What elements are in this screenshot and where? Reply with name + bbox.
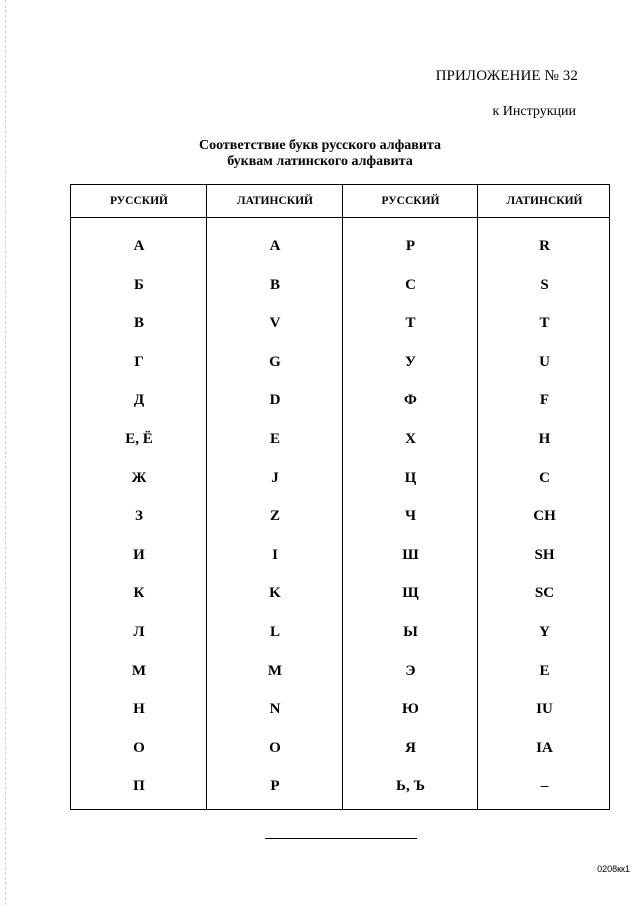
- appendix-number: ПРИЛОЖЕНИЕ № 32: [435, 68, 578, 84]
- header-russian-1: РУССКИЙ: [109, 195, 169, 207]
- latin-letter: H: [538, 430, 551, 447]
- russian-letter: Ц: [404, 469, 417, 486]
- latin-letter: B: [269, 276, 280, 293]
- table-row: [71, 420, 609, 459]
- latin-letter: A: [269, 238, 281, 254]
- table-header: [71, 185, 609, 218]
- russian-letter: Ж: [131, 469, 147, 486]
- table-row: [71, 652, 609, 691]
- russian-letter: Ь, Ъ: [396, 778, 425, 795]
- table-row: [71, 266, 609, 305]
- latin-letter: V: [269, 315, 281, 332]
- table-row: [71, 536, 609, 575]
- latin-letter: SC: [534, 585, 555, 602]
- appendix-reference: к Инструкции: [492, 104, 576, 119]
- table-row: [71, 459, 609, 498]
- latin-letter: M: [267, 662, 283, 679]
- table-row: [71, 767, 609, 806]
- latin-letter: L: [269, 623, 280, 640]
- russian-letter: В: [133, 315, 144, 332]
- table-row: [71, 497, 609, 536]
- latin-letter: F: [539, 392, 550, 409]
- russian-letter: Ш: [402, 546, 419, 563]
- russian-letter: З: [135, 508, 143, 525]
- russian-letter: Т: [405, 315, 416, 332]
- table-body: [71, 227, 609, 806]
- russian-letter: Д: [133, 392, 145, 409]
- russian-letter: Э: [405, 662, 416, 679]
- table-row: [71, 574, 609, 613]
- russian-letter: Л: [133, 623, 145, 640]
- latin-letter: CH: [533, 508, 556, 525]
- table-row: [71, 227, 609, 266]
- russian-letter: И: [133, 546, 145, 563]
- latin-letter: S: [540, 276, 549, 293]
- russian-letter: Г: [134, 353, 144, 370]
- latin-letter: IU: [536, 701, 553, 718]
- russian-letter: К: [133, 585, 145, 602]
- russian-letter: П: [133, 778, 145, 795]
- russian-letter: Ы: [403, 623, 418, 640]
- latin-letter: IA: [536, 739, 553, 756]
- page-margin-mark: [5, 0, 7, 905]
- latin-letter: Z: [269, 508, 280, 525]
- latin-letter: D: [269, 392, 281, 409]
- latin-letter: U: [539, 353, 550, 370]
- russian-letter: М: [131, 662, 147, 679]
- latin-letter: G: [269, 353, 281, 370]
- russian-letter: Х: [405, 430, 416, 447]
- latin-letter: J: [271, 469, 279, 486]
- table-row: [71, 690, 609, 729]
- russian-letter: Ф: [404, 392, 417, 409]
- russian-letter: Ч: [404, 508, 416, 525]
- latin-letter: P: [270, 778, 280, 795]
- header-russian-2: РУССКИЙ: [381, 195, 440, 207]
- latin-letter: Y: [539, 623, 550, 640]
- russian-letter: Щ: [402, 585, 419, 602]
- latin-letter: R: [539, 238, 550, 254]
- table-row: [71, 304, 609, 343]
- russian-letter: Б: [134, 276, 144, 293]
- latin-letter: O: [269, 739, 281, 756]
- document-code: 0208кк1: [597, 864, 630, 874]
- header-latin-2: ЛАТИНСКИЙ: [506, 195, 583, 207]
- table-row: [71, 381, 609, 420]
- russian-letter: С: [405, 276, 416, 293]
- latin-letter: –: [540, 778, 549, 795]
- alphabet-table: [70, 184, 610, 810]
- russian-letter: Р: [405, 238, 416, 254]
- russian-letter: О: [133, 739, 145, 756]
- document-title: [0, 138, 640, 170]
- latin-letter: I: [272, 546, 278, 563]
- russian-letter: Н: [133, 701, 145, 718]
- latin-letter: E: [539, 662, 550, 679]
- table-row: [71, 343, 609, 382]
- russian-letter: Е, Ё: [125, 430, 153, 447]
- title-line-1: Соответствие букв русского алфавита: [199, 138, 441, 153]
- latin-letter: C: [539, 469, 550, 486]
- russian-letter: А: [133, 238, 145, 254]
- latin-letter: T: [539, 315, 550, 332]
- latin-letter: SH: [534, 546, 555, 563]
- table-row: [71, 729, 609, 768]
- latin-letter: N: [269, 701, 281, 718]
- footer-divider: [265, 838, 417, 839]
- russian-letter: Я: [405, 739, 416, 756]
- table-row: [71, 613, 609, 652]
- title-line-2: буквам латинского алфавита: [227, 154, 413, 169]
- russian-letter: Ю: [402, 701, 419, 718]
- header-latin-1: ЛАТИНСКИЙ: [237, 195, 313, 207]
- russian-letter: У: [404, 353, 416, 370]
- latin-letter: E: [269, 430, 280, 447]
- latin-letter: K: [269, 585, 281, 602]
